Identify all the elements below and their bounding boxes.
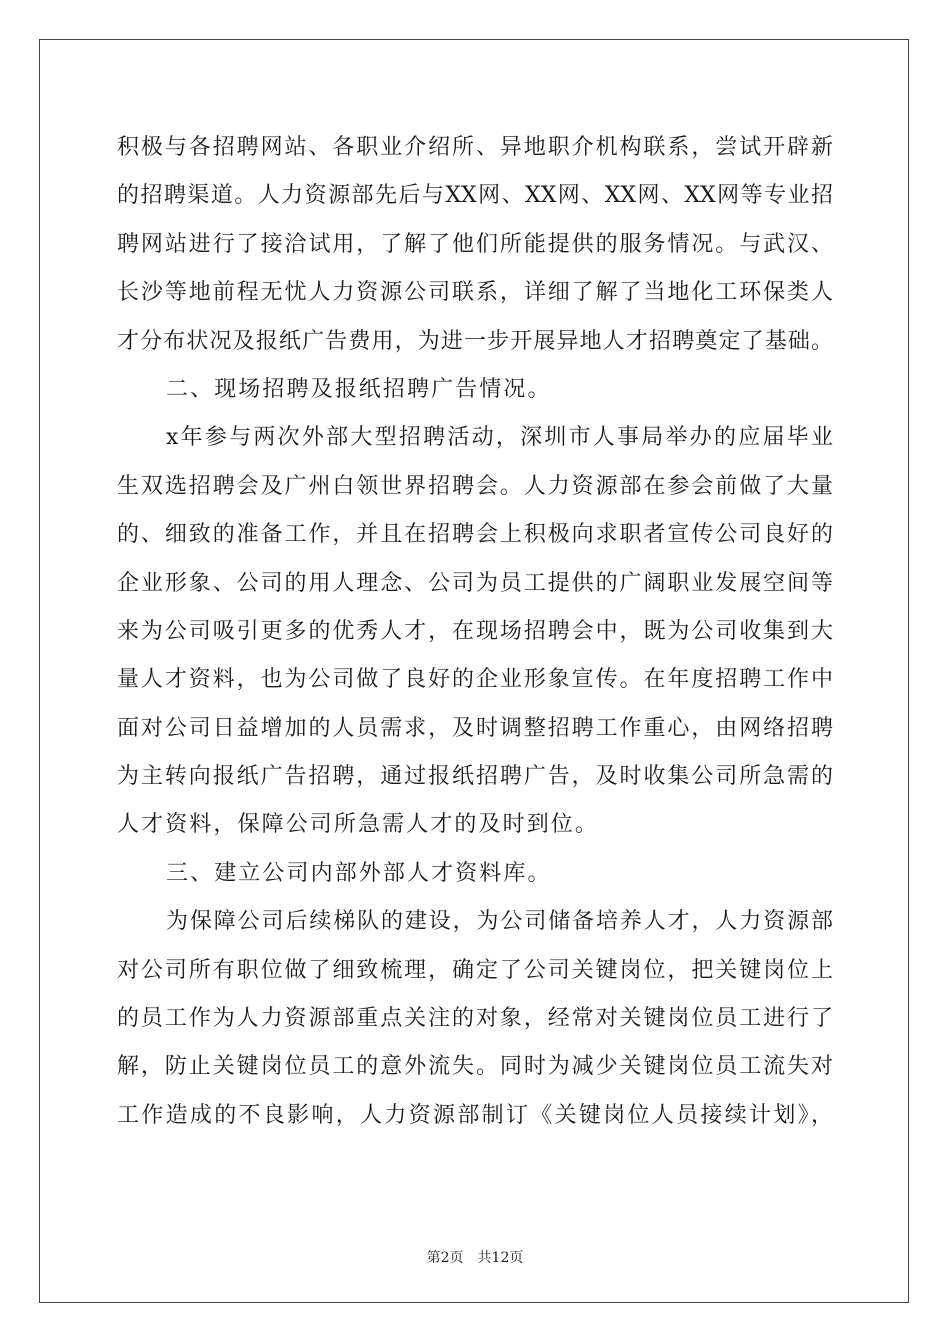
text-line: 人才资料，保障公司所急需人才的及时到位。 — [117, 812, 600, 838]
text-line: 为保障公司后续梯队的建设，为公司储备培养人才，人力资源部 — [166, 909, 833, 935]
text-line: x年参与两次外部大型招聘活动，深圳市人事局举办的应届毕业 — [166, 425, 833, 451]
text-line: 解，防止关键岗位员工的意外流失。同时为减少关键岗位员工流失对 — [117, 1054, 833, 1080]
text-line: 二、现场招聘及报纸招聘广告情况。 — [166, 376, 552, 402]
text-line: 的招聘渠道。人力资源部先后与XX网、XX网、XX网、XX网等专业招 — [117, 183, 833, 209]
text-line: 工作造成的不良影响，人力资源部制订《关键岗位人员接续计划》， — [117, 1102, 833, 1128]
text-line: 对公司所有职位做了细致梳理，确定了公司关键岗位，把关键岗位上 — [117, 957, 833, 983]
text-line: 的、细致的准备工作，并且在招聘会上积极向求职者宣传公司良好的 — [117, 522, 833, 548]
text-line: 为主转向报纸广告招聘，通过报纸招聘广告，及时收集公司所急需的 — [117, 764, 833, 790]
text-line: 面对公司日益增加的人员需求，及时调整招聘工作重心，由网络招聘 — [117, 715, 833, 741]
text-line: 聘网站进行了接洽试用，了解了他们所能提供的服务情况。与武汉、 — [117, 231, 833, 257]
text-line: 的员工作为人力资源部重点关注的对象，经常对关键岗位员工进行了 — [117, 1006, 833, 1032]
document-body — [117, 124, 833, 1140]
text-line: 量人才资料，也为公司做了良好的企业形象宣传。在年度招聘工作中 — [117, 667, 833, 693]
text-line: 企业形象、公司的用人理念、公司为员工提供的广阔职业发展空间等 — [117, 570, 833, 596]
page-footer: 第2页 共12页 — [426, 1250, 524, 1266]
text-line: 长沙等地前程无忧人力资源公司联系，详细了解了当地化工环保类人 — [117, 280, 833, 306]
text-line: 三、建立公司内部外部人才资料库。 — [166, 860, 552, 886]
text-line: 来为公司吸引更多的优秀人才，在现场招聘会中，既为公司收集到大 — [117, 618, 833, 644]
text-line: 积极与各招聘网站、各职业介绍所、异地职介机构联系，尝试开辟新 — [117, 135, 833, 160]
text-line: 才分布状况及报纸广告费用，为进一步开展异地人才招聘奠定了基础。 — [117, 328, 833, 354]
text-line: 生双选招聘会及广州白领世界招聘会。人力资源部在参会前做了大量 — [117, 473, 833, 499]
